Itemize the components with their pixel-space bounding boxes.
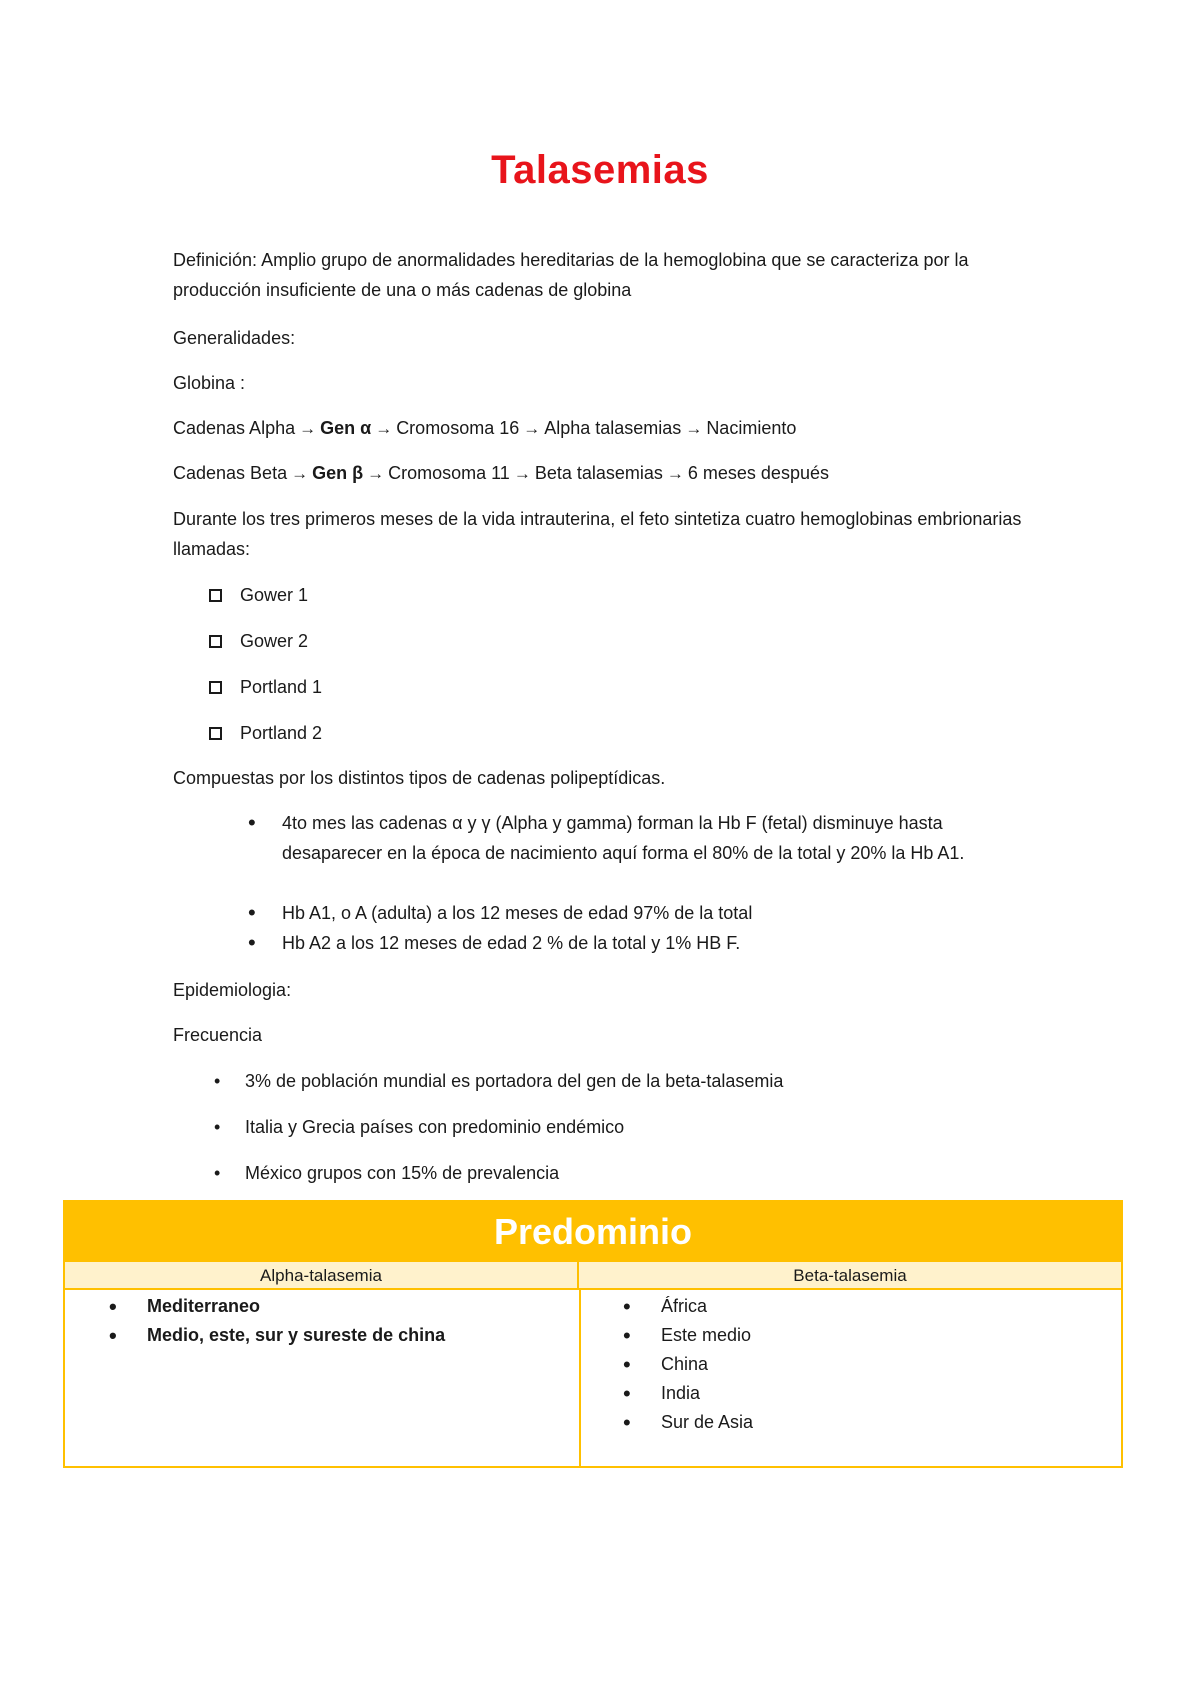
predominio-table xyxy=(63,1200,1123,1468)
column-alpha xyxy=(65,1290,581,1466)
checkbox-icon xyxy=(209,727,222,740)
alpha-chromosome: Cromosoma 16 xyxy=(396,418,520,438)
alpha-disease: Alpha talasemias xyxy=(544,418,682,438)
compuestas-paragraph: Compuestas por los distintos tipos de cadenas polipeptídicas. xyxy=(173,768,666,788)
list-item: • India xyxy=(623,1379,753,1408)
beta-onset: 6 meses después xyxy=(687,463,829,483)
list-item: Hb A1, o A (adulta) a los 12 meses de edad 97% de la total xyxy=(282,903,753,923)
arrow-icon: → xyxy=(299,419,317,438)
frecuencia-label: Frecuencia xyxy=(173,1025,263,1045)
list-item: Italia y Grecia países con predominio endémico xyxy=(245,1117,625,1137)
list-item-label: Portland 2 xyxy=(240,723,323,743)
list-item: 4to mes las cadenas α y γ (Alpha y gamma) forman la Hb F (fetal) disminuye hasta desaparecer en la época de nacimiento aquí forma el 80% de la total y 20% la Hb A1. xyxy=(282,813,965,863)
column-header-beta: Beta-talasemia xyxy=(579,1262,1121,1290)
beta-chain-name: Cadenas Beta xyxy=(173,463,288,483)
list-item xyxy=(209,718,322,748)
beta-list xyxy=(623,1292,753,1437)
checkbox-icon xyxy=(209,589,222,602)
list-item: • China xyxy=(623,1350,753,1379)
durante-paragraph: Durante los tres primeros meses de la vida intrauterina, el feto sintetiza cuatro hemoglobinas embrionarias llamadas: xyxy=(173,509,1022,559)
list-item-label: Portland 1 xyxy=(240,677,323,697)
list-item: • Sur de Asia xyxy=(623,1408,753,1437)
bullet-icon: • xyxy=(248,930,256,955)
list-item: México grupos con 15% de prevalencia xyxy=(245,1163,560,1183)
alpha-list xyxy=(109,1292,445,1350)
definition-label: Definición: xyxy=(173,250,258,270)
epidemiologia-heading: Epidemiologia: xyxy=(173,980,292,1000)
table-header: Predominio xyxy=(65,1202,1121,1262)
list-item xyxy=(209,626,308,656)
arrow-icon: → xyxy=(291,464,309,483)
bullet-icon: • xyxy=(214,1071,221,1091)
bullet-icon: • xyxy=(214,1117,221,1137)
list-item: • Medio, este, sur y sureste de china xyxy=(109,1321,445,1350)
checkbox-icon xyxy=(209,635,222,648)
bullet-icon: • xyxy=(248,900,256,925)
arrow-icon: → xyxy=(523,419,541,438)
alpha-chain-name: Cadenas Alpha xyxy=(173,418,296,438)
checkbox-icon xyxy=(209,681,222,694)
beta-chromosome: Cromosoma 11 xyxy=(388,463,510,483)
arrow-icon: → xyxy=(375,419,393,438)
list-item xyxy=(209,672,322,702)
list-item: Hb A2 a los 12 meses de edad 2 % de la total y 1% HB F. xyxy=(282,933,741,953)
list-item: • África xyxy=(623,1292,753,1321)
list-item: 3% de población mundial es portadora del gen de la beta-talasemia xyxy=(245,1071,784,1091)
arrow-icon: → xyxy=(367,464,385,483)
page-title: Talasemias xyxy=(491,148,709,192)
beta-gene: Gen β xyxy=(312,463,364,483)
list-item: • Este medio xyxy=(623,1321,753,1350)
bullet-icon: • xyxy=(214,1163,221,1183)
alpha-chain-line xyxy=(173,413,796,444)
list-item-label: Gower 2 xyxy=(240,631,309,651)
list-item-label: Gower 1 xyxy=(240,585,309,605)
generalidades-heading: Generalidades: xyxy=(173,328,296,348)
column-header-alpha: Alpha-talasemia xyxy=(65,1262,579,1290)
list-item xyxy=(209,580,308,610)
arrow-icon: → xyxy=(513,464,531,483)
arrow-icon: → xyxy=(685,419,703,438)
list-item: • Mediterraneo xyxy=(109,1292,445,1321)
arrow-icon: → xyxy=(666,464,684,483)
alpha-onset: Nacimiento xyxy=(706,418,797,438)
alpha-gene: Gen α xyxy=(320,418,372,438)
beta-chain-line xyxy=(173,458,829,489)
bullet-icon: • xyxy=(248,810,256,835)
globina-label: Globina : xyxy=(173,373,246,393)
column-beta xyxy=(579,1290,1121,1466)
definition-paragraph xyxy=(173,245,1043,305)
definition-text: Amplio grupo de anormalidades hereditarias de la hemoglobina que se caracteriza por la producción insuficiente de una o más cadenas de globina xyxy=(173,250,969,300)
beta-disease: Beta talasemias xyxy=(534,463,663,483)
